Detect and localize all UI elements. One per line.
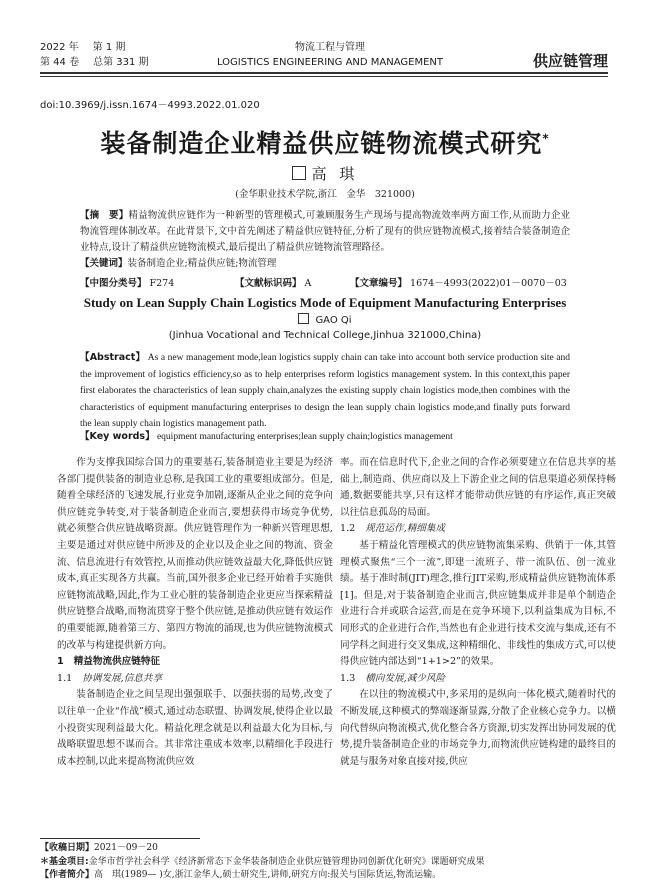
author-name: 高 琪 (311, 165, 359, 183)
english-author-marker-box (298, 313, 309, 324)
author (0, 163, 650, 184)
keywords-cn-label: 【关键词】 (80, 258, 128, 269)
keywords-cn-text: 装备制造企业;精益供应链;物流管理 (127, 258, 277, 269)
article-no-value: 1674－4993(2022)01－0070－03 (410, 278, 567, 289)
body-paragraph: 装备制造企业之间呈现出强强联手、以强扶弱的局势,改变了以往单一企业“作战”模式,通过动态联盟、协调发展,使得企业以最小投资实现利益最大化。精益化理念就是以利益最大化为目标,与战略联盟思想不谋而合。其非常注重成本效率,以精细化手段进行成本控制,以此来提高物流供应效 (57, 689, 333, 767)
fund-text: 金华市哲学社会科学《经济新常态下金华装备制造企业供应链管理协同创新优化研究》课题研究成果 (88, 856, 485, 867)
abstract-en-text: As a new management mode,lean logistics supply chain can take into account both service production site and the improvement of logistics efficiency,so as to help enterprises reform logistics management system. In this context,this paper first elaborates the characteristics of lean supply chain,analyzes the existing supply chain logistics mode,then combines with the characteristics of equipment manufacturing enterprises to design the lean supply chain logistics mode,and finally puts forward the lean supply chain logistics management path. (80, 353, 570, 429)
subsection-number: 1.3 (340, 672, 356, 684)
author-marker-box (292, 166, 306, 180)
body-paragraph: 在以往的物流模式中,多采用的是纵向一体化模式,随着时代的不断发展,这种模式的弊端逐渐显露,分散了企业核心竞争力。以横向代替纵向物流模式,优化整合各方资源,切实发挥出协同发展的优势,提升装备制造企业的市场竞争力,而物流供应链构建的最终目的就是与服务对象直接对接,供应 (340, 689, 616, 767)
header-issue-info (40, 40, 163, 70)
article-no-label: 【文章编号】 (350, 278, 408, 289)
subsection-title: 横向发展,减少风险 (365, 672, 446, 684)
subsection-heading-1-1 (57, 671, 333, 688)
abstract-cn (80, 208, 570, 272)
clc-value: F274 (149, 278, 175, 289)
title-footnote-mark: * (542, 131, 550, 146)
header-section: 供应链管理 (532, 52, 608, 70)
body-column-left (57, 455, 333, 770)
abstract-cn-label: 【摘 要】 (80, 210, 129, 221)
fund-label: ＊基金项目: (40, 856, 89, 867)
affiliation: (金华职业技术学院,浙江 金华 321000) (235, 189, 415, 200)
body-paragraph: 基于精益化管理模式的供应链物流集采购、供销于一体,其管理模式聚焦“三个一流”,即建一流班子、带一流队伍、创一流业绩。基于准时制(JIT)理念,推行JIT采购,形成精益供应链物流体系[1]。但是,对于装备制造企业而言,供应链集成并非是单个制造企业进行合并或联合运营,而是在竞争环境下,以利益集成为目标,不同形式的企业进行合作,当然也有企业进行技术交流与集成,还有不同学科之间进行交叉集成,这种精细化、非线性的集成方式,可以使得供应链内部达到“1+1>2”的效果。 (340, 539, 616, 668)
english-affiliation: (Jinhua Vocational and Technical College,Jinhua 321000,China) (168, 330, 482, 341)
english-author (0, 313, 650, 326)
author-bio-text: 高 琪(1989— )女,浙江金华人,硕士研究生,讲师,研究方向:报关与国际货运,物流运输。 (94, 870, 442, 880)
section-title: 精益物流供应链特征 (73, 656, 161, 668)
header-rule-thin (40, 76, 608, 77)
doc-code-label: 【文献标识码】 (235, 278, 302, 289)
footnotes (40, 842, 610, 883)
keywords-en-text: equipment manufacturing enterprises;lean supply chain;logistics management (156, 432, 453, 442)
english-author-name: GAO Qi (315, 315, 352, 326)
journal-name-en: LOGISTICS ENGINEERING AND MANAGEMENT (216, 57, 444, 68)
abstract-cn-text: 精益物流供应链作为一种新型的管理模式,可兼顾服务生产现场与提高物流效率两方面工作,从而助力企业物流管理体制改革。在此背景下,文中首先阐述了精益供应链特征,分析了现有的供应链物流模式,接着结合装备制造企业特点,设计了精益供应链物流模式,最后提出了精益供应链物流管理路径。 (80, 210, 570, 253)
doi: doi:10.3969/j.issn.1674－4993.2022.01.020 (40, 100, 260, 111)
body-column-right (340, 455, 616, 770)
clc-label: 【中图分类号】 (80, 278, 147, 289)
footnote-fund (40, 856, 610, 870)
subsection-number: 1.1 (57, 672, 73, 684)
paper-title (40, 124, 610, 160)
header-year: 2022 年 (40, 42, 79, 53)
received-label: 【收稿日期】 (40, 843, 95, 853)
paper-title-text: 装备制造企业精益供应链物流模式研究 (100, 129, 543, 158)
header-issue: 第 1 期 (92, 42, 126, 53)
doc-code-value: A (304, 278, 312, 289)
keywords-en (80, 428, 570, 442)
subsection-heading-1-3 (340, 671, 616, 688)
running-header (40, 38, 608, 82)
section-heading-1 (57, 654, 333, 671)
header-total-issue: 总第 331 期 (93, 57, 149, 68)
section-number: 1 (57, 656, 64, 668)
footnote-received (40, 842, 610, 856)
journal-name-cn: 物流工程与管理 (295, 42, 365, 53)
subsection-number: 1.2 (340, 523, 356, 535)
abstract-en-label: 【Abstract】 (80, 352, 146, 363)
header-rule-thick (40, 72, 608, 74)
body-paragraph: 作为支撑我国综合国力的重要基石,装备制造业主要是为经济各部门提供装备的制造业总称,是我国工业的重要组成部分。但是,随着全球经济的飞速发展,行业竞争加剧,逐渐从企业之间的竞争向供应链竞争转变,对于装备制造企业而言,要想获得市场竞争优势,就必须整合供应链战略资源。供应链管理作为一种新兴管理思想,主要是通过对供应链中所涉及的企业以及企业之间的物流、资金流、信息流进行有效管控,从而推动供应链效益最大化,降低供应链成本,真正实现各方共赢。当前,国外很多企业已经开始着手实施供应链物流战略,因此,作为工业心脏的装备制造企业更应当探索精益供应链整合战略,而物流贯穿于整个供应链,是推动供应链有效运作的重要能源,随着第三方、第四方物流的涌现,也为供应链物流模式的改革与构建提供新方向。 (57, 457, 333, 651)
header-journal (210, 40, 450, 70)
abstract-en (80, 350, 570, 433)
body-paragraph: 率。而在信息时代下,企业之间的合作必须要建立在信息共享的基础上,制造商、供应商以及上下游企业之间的信息渠道必须保持畅通,数据要能共享,只有这样才能带动供应链的有序运作,真正突破以往信息孤岛的局面。 (340, 457, 616, 518)
footnote-author (40, 869, 610, 883)
subsection-heading-1-2 (340, 521, 616, 538)
keywords-en-label: 【Key words】 (80, 431, 155, 442)
subsection-title: 协调发展,信息共享 (82, 672, 163, 684)
footnote-rule (40, 838, 200, 839)
subsection-title: 规范运作,精细集成 (365, 523, 446, 535)
english-title: Study on Lean Supply Chain Logistics Mode of Equipment Manufacturing Enterprises (83, 295, 567, 310)
header-volume: 第 44 卷 (40, 57, 80, 68)
author-bio-label: 【作者简介】 (40, 870, 95, 880)
received-date: 2021－09－20 (94, 843, 158, 853)
